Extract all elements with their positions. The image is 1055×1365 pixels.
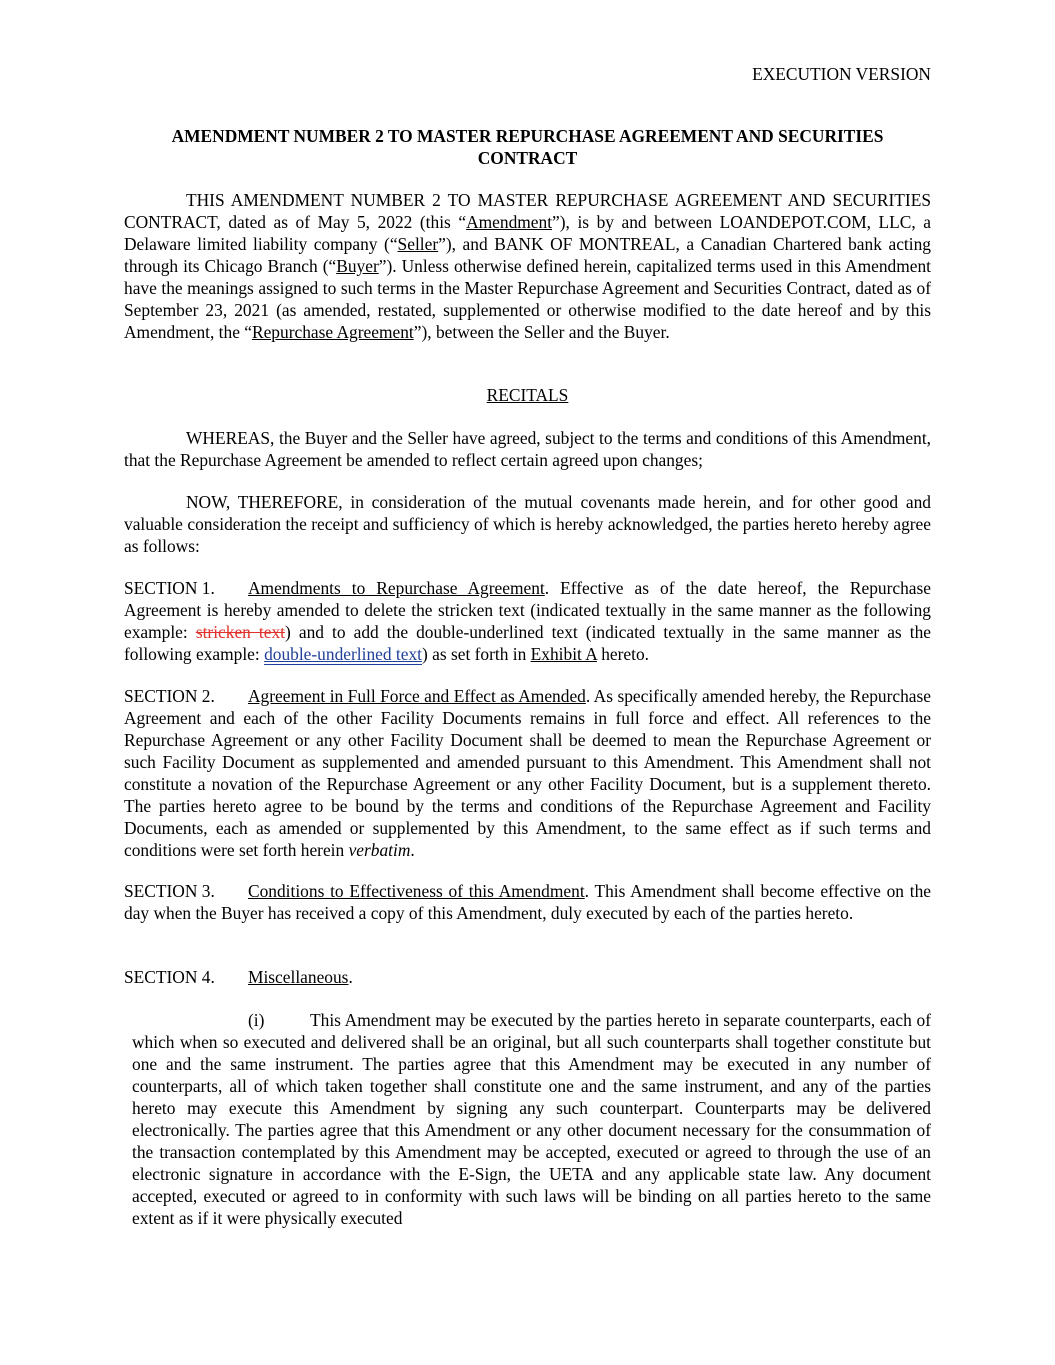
amendment-term: Amendment xyxy=(466,212,553,232)
title-line-2: CONTRACT xyxy=(477,148,578,168)
execution-version-label: EXECUTION VERSION xyxy=(752,64,931,84)
section-3-heading: Conditions to Effectiveness of this Amendment xyxy=(248,881,585,901)
title-line-1: AMENDMENT NUMBER 2 TO MASTER REPURCHASE AGREEMENT AND SECURITIES xyxy=(171,126,884,146)
buyer-term: Buyer xyxy=(336,256,379,276)
intro-paragraph xyxy=(124,189,931,343)
section-4-number: SECTION 4. xyxy=(124,967,215,987)
section-4 xyxy=(124,966,931,988)
seller-term: Seller xyxy=(397,234,439,254)
section-2-text-2: . xyxy=(410,840,415,860)
repurchase-agreement-term: Repurchase Agreement xyxy=(251,322,414,342)
section-2-heading: Agreement in Full Force and Effect as Amended xyxy=(248,686,586,706)
section-1-text-4: hereto. xyxy=(596,644,650,664)
intro-text-3: ”), and BANK OF MONTREAL, a Canadian Chartered bank acting through its Chicago Branch (“ xyxy=(124,234,931,276)
section-1-heading: Amendments to Repurchase Agreement xyxy=(248,578,545,598)
section-4-text-1: . xyxy=(348,967,353,987)
recitals-heading xyxy=(124,384,931,406)
section-1-text-2: ) and to add the double-underlined text (indicated textually in the same manner as the following example: xyxy=(124,622,932,664)
exhibit-a-reference: Exhibit A xyxy=(530,644,597,664)
section-1-text-3: ) as set forth in xyxy=(421,644,531,664)
now-therefore-paragraph: NOW, THEREFORE, in consideration of the mutual covenants made herein, and for other good and valuable consideration the receipt and sufficiency of which is hereby acknowledged, the parties hereto hereby agree as follows: xyxy=(124,492,931,556)
section-3-number: SECTION 3. xyxy=(124,881,215,901)
section-1-text-1: . Effective as of the date hereof, the Repurchase Agreement is hereby amended to delete the stricken text (indicated textually in the same manner as the following example: xyxy=(124,578,931,642)
section-2 xyxy=(124,685,931,861)
document-title xyxy=(124,125,931,169)
section-4-heading: Miscellaneous xyxy=(248,967,349,987)
section-1 xyxy=(124,577,931,665)
verbatim-term: verbatim xyxy=(348,840,411,860)
section-2-number: SECTION 2. xyxy=(124,686,215,706)
section-3 xyxy=(124,880,931,924)
clause-i-text: This Amendment may be executed by the parties hereto in separate counterparts, each of which when so executed and delivered shall be an original, but all such counterparts shall together constitute but one and the same instrument. The parties agree that this Amendment may be executed in any number of counterparts, all of which taken together shall constitute one and the same instrument, and any of the parties hereto may execute this Amendment by signing any such counterpart. Counterparts may be delivered electronically. The parties agree that this Amendment or any other document necessary for the consummation of the transaction contemplated by this Amendment may be accepted, executed or agreed to through the use of an electronic signature in accordance with the E-Sign, the UETA and any applicable state law. Any document accepted, executed or agreed to in conformity with such laws will be binding on all parties hereto to the same extent as if it were physically executed xyxy=(132,1010,931,1228)
stricken-text-example: stricken text xyxy=(195,622,286,642)
intro-text-2: ”), is by and between LOANDEPOT.COM, LLC, a Delaware limited liability company (“ xyxy=(124,212,931,254)
section-3-text-1: . This Amendment shall become effective on the day when the Buyer has received a copy of this Amendment, duly executed by each of the parties hereto. xyxy=(124,881,931,923)
intro-text-4: ”). Unless otherwise defined herein, capitalized terms used in this Amendment have the meanings assigned to such terms in the Master Repurchase Agreement and Securities Contract, dated as of September 23, 2021 (as amended, restated, supplemented or otherwise modified to the date hereof and by this Amendment, the “ xyxy=(124,256,932,342)
intro-text-5: ”), between the Seller and the Buyer. xyxy=(413,322,670,342)
section-2-text-1: . As specifically amended hereby, the Repurchase Agreement and each of the other Facility Documents remains in full force and effect. All references to the Repurchase Agreement or any other Facility Document shall be deemed to mean the Repurchase Agreement or such Facility Document as supplemented and amended pursuant to this Amendment. This Amendment shall not constitute a novation of the Repurchase Agreement or any other Facility Document, but is a supplement thereto. The parties hereto agree to be bound by the terms and conditions of the Repurchase Agreement and Facility Documents, each as amended or supplemented by this Amendment, to the same effect as if such terms and conditions were set forth herein xyxy=(124,686,931,860)
double-underlined-text-example: double-underlined text xyxy=(264,644,422,664)
clause-i-number: (i) xyxy=(248,1010,265,1030)
section-4-clause-i xyxy=(132,1009,931,1229)
whereas-paragraph: WHEREAS, the Buyer and the Seller have agreed, subject to the terms and conditions of this Amendment, that the Repurchase Agreement be amended to reflect certain agreed upon changes; xyxy=(124,428,931,470)
recitals-heading-text: RECITALS xyxy=(486,385,569,405)
section-1-number: SECTION 1. xyxy=(124,578,215,598)
intro-text-1: THIS AMENDMENT NUMBER 2 TO MASTER REPURCHASE AGREEMENT AND SECURITIES CONTRACT, dated as of May 5, 2022 (this “ xyxy=(124,190,931,232)
